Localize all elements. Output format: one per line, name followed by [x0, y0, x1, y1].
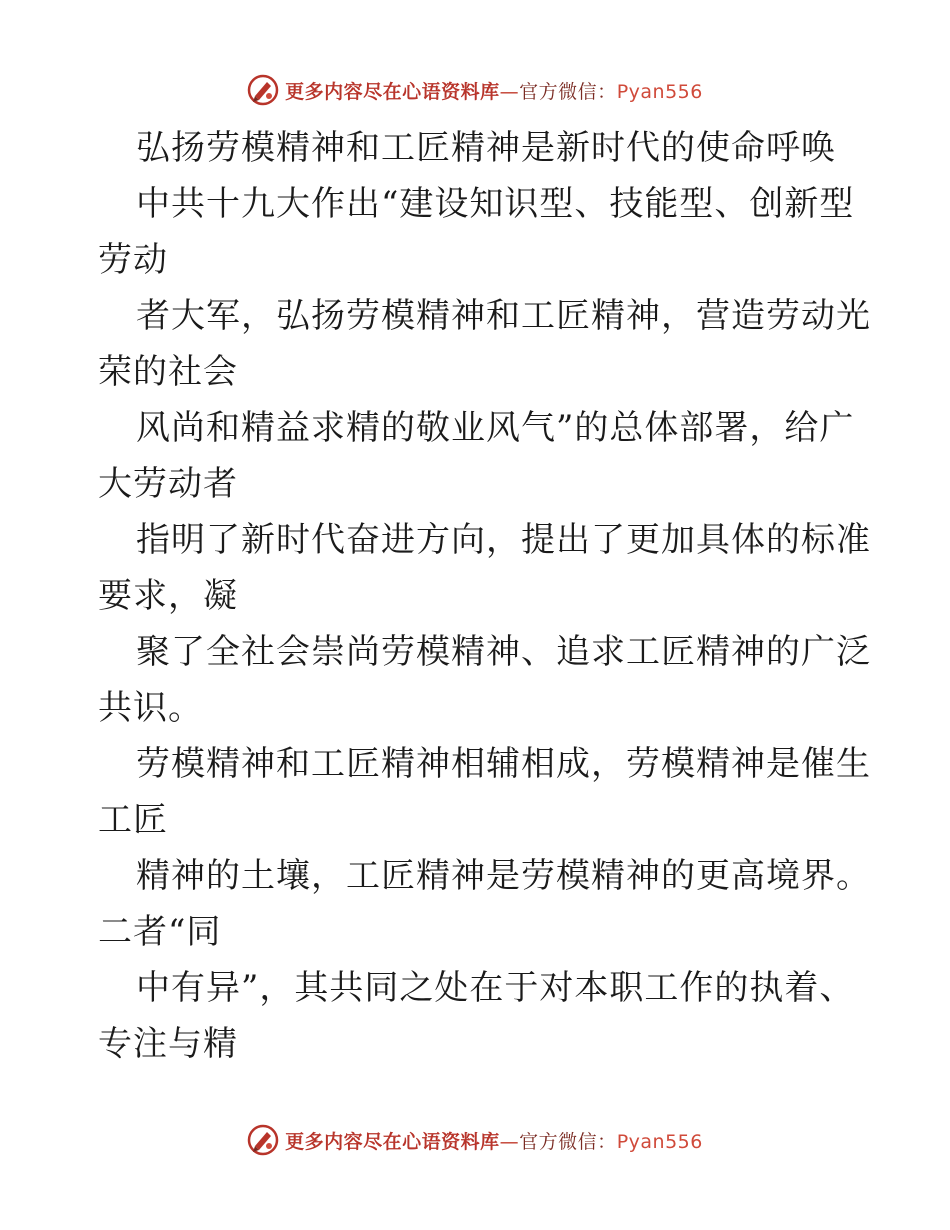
- paragraph-line: 工匠: [98, 800, 168, 840]
- paragraph-line: 二者“同: [98, 912, 222, 952]
- paragraph-line: 要求，凝: [98, 576, 238, 616]
- paragraph-line: 风尚和精益求精的敬业风气”的总体部署，给广: [136, 408, 855, 448]
- header-brand: 更多内容尽在心语资料库: [285, 80, 500, 103]
- paragraph-line: 聚了全社会崇尚劳模精神、追求工匠精神的广泛: [136, 632, 871, 672]
- paragraph-line: 专注与精: [98, 1024, 238, 1064]
- paragraph-line: 共识。: [98, 688, 203, 728]
- paragraph-line: 中有异”，其共同之处在于对本职工作的执着、: [136, 968, 855, 1008]
- pen-seal-logo-icon: [247, 74, 279, 106]
- paragraph-line: 精神的土壤，工匠精神是劳模精神的更高境界。: [136, 856, 871, 896]
- paragraph-line: 指明了新时代奋进方向，提出了更加具体的标准: [136, 520, 871, 560]
- header-official-label: 官方微信：: [519, 80, 617, 103]
- document-title: 弘扬劳模精神和工匠精神是新时代的使命呼唤: [136, 128, 836, 168]
- header-banner-text: [285, 77, 703, 104]
- paragraph-line: 荣的社会: [98, 352, 238, 392]
- footer-wechat-id: Pyan556: [616, 1130, 703, 1153]
- paragraph-line: 者大军，弘扬劳模精神和工匠精神，营造劳动光: [136, 296, 871, 336]
- footer-official-label: 官方微信：: [519, 1130, 617, 1153]
- header-wechat-id: Pyan556: [616, 80, 703, 103]
- paragraph-line: 大劳动者: [98, 464, 238, 504]
- paragraph-line: 劳模精神和工匠精神相辅相成，劳模精神是催生: [136, 744, 871, 784]
- footer-separator: —: [499, 1130, 520, 1153]
- document-body: [98, 120, 871, 1072]
- footer-banner: [0, 1120, 950, 1160]
- header-separator: —: [499, 80, 520, 103]
- footer-brand: 更多内容尽在心语资料库: [285, 1130, 500, 1153]
- pen-seal-logo-icon: [247, 1124, 279, 1156]
- paragraph-line: 劳动: [98, 240, 168, 280]
- footer-banner-text: [285, 1127, 703, 1154]
- paragraph-line: 中共十九大作出“建设知识型、技能型、创新型: [136, 184, 855, 224]
- header-banner: [0, 70, 950, 110]
